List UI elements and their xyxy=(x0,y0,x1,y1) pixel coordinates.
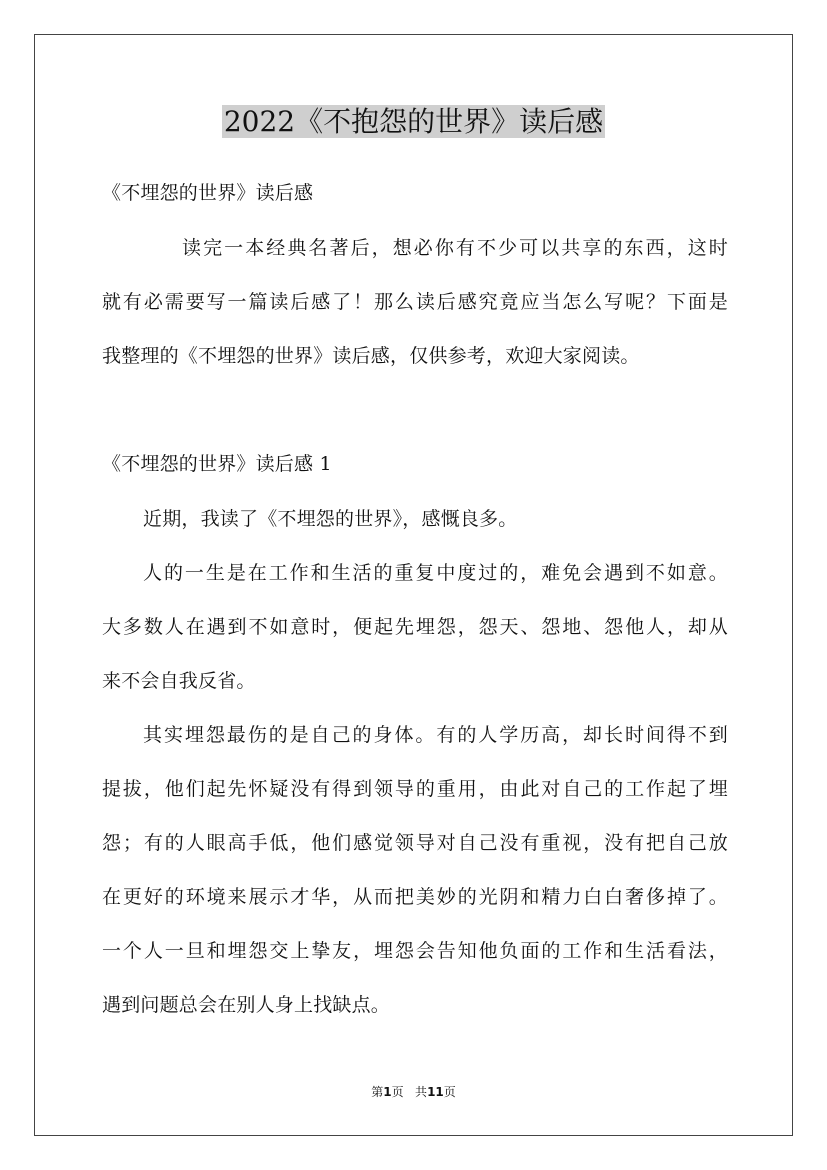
document-title xyxy=(0,102,827,142)
total-pages: 11 xyxy=(427,1085,444,1099)
section-heading-1: 《不埋怨的世界》读后感 1 xyxy=(102,453,332,475)
para1-line-1: 近期，我读了《不埋怨的世界》，感慨良多。 xyxy=(143,508,518,530)
para2-line-1: 人的一生是在工作和生活的重复中度过的，难免会遇到不如意。 xyxy=(143,562,728,584)
page-number: 1 xyxy=(383,1085,392,1099)
document-title-text: 2022《不抱怨的世界》读后感 xyxy=(223,105,604,138)
para3-line-6: 遇到问题总会在别人身上找缺点。 xyxy=(102,994,391,1016)
para3-line-1: 其实埋怨最伤的是自己的身体。有的人学历高，却长时间得不到 xyxy=(143,724,728,746)
page-suffix: 页 xyxy=(391,1085,404,1099)
para3-line-5: 一个人一旦和埋怨交上挚友，埋怨会告知他负面的工作和生活看法， xyxy=(102,940,728,962)
para3-line-2: 提拔，他们起先怀疑没有得到领导的重用，由此对自己的工作起了埋 xyxy=(102,778,728,800)
para3-line-3: 怨；有的人眼高手低，他们感觉领导对自己没有重视，没有把自己放 xyxy=(102,832,728,854)
para2-line-3: 来不会自我反省。 xyxy=(102,670,256,692)
intro-line-2: 就有必需要写一篇读后感了！那么读后感究竟应当怎么写呢？下面是 xyxy=(102,291,728,313)
total-prefix: 共 xyxy=(415,1085,428,1099)
intro-line-3: 我整理的《不埋怨的世界》读后感，仅供参考，欢迎大家阅读。 xyxy=(102,345,640,367)
para3-line-4: 在更好的环境来展示才华，从而把美妙的光阴和精力白白奢侈掉了。 xyxy=(102,886,728,908)
total-suffix: 页 xyxy=(443,1085,456,1099)
page-footer xyxy=(0,1083,827,1101)
para2-line-2: 大多数人在遇到不如意时，便起先埋怨，怨天、怨地、怨他人，却从 xyxy=(102,616,728,638)
page-prefix: 第 xyxy=(371,1085,384,1099)
intro-line-1: 读完一本经典名著后，想必你有不少可以共享的东西，这时 xyxy=(182,237,728,259)
subtitle-line: 《不埋怨的世界》读后感 xyxy=(102,182,314,204)
